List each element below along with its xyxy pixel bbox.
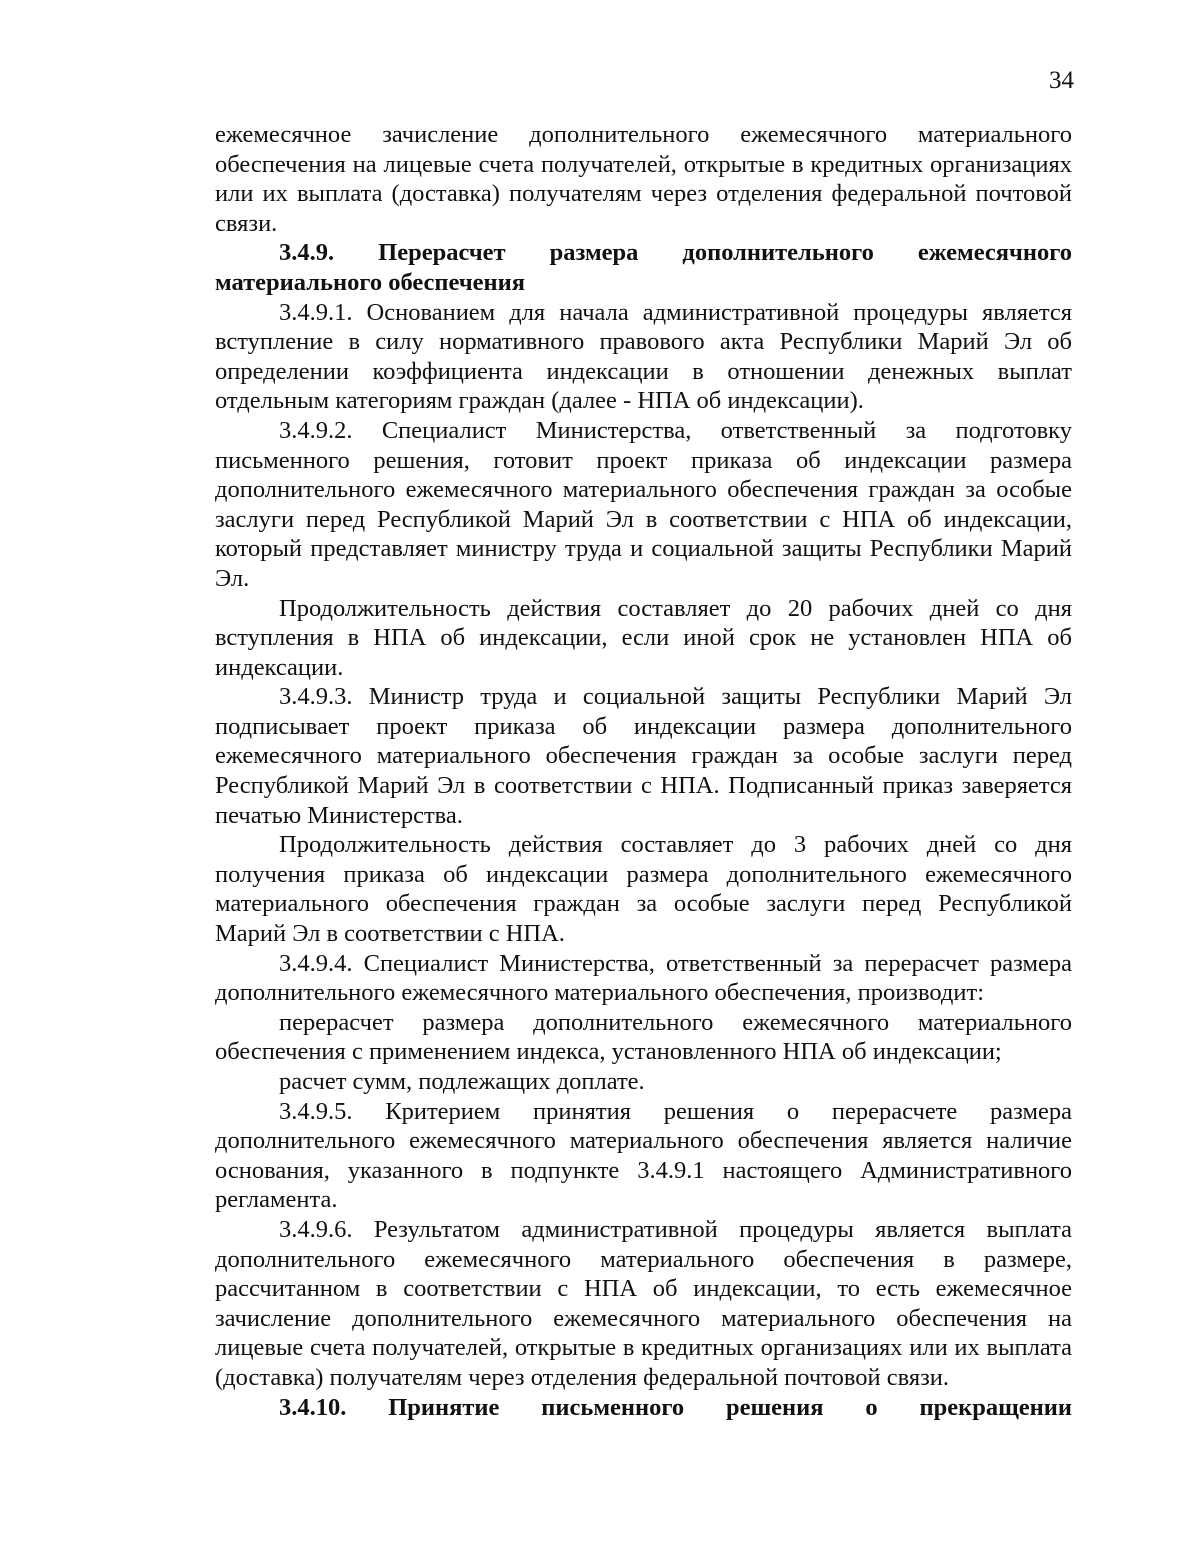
paragraph-3-4-9-3: 3.4.9.3. Министр труда и социальной защиты Республики Марий Эл подписывает проект приказа об индексации размера дополнительного ежемесячного материального обеспечения граждан за особые заслуги перед Республикой Марий Эл в соответствии с НПА. Подписанный приказ заверяется печатью Министерства. <box>215 683 1072 829</box>
paragraph-3-4-9-6: 3.4.9.6. Результатом административной процедуры является выплата дополнительного ежемесячного материального обеспечения в размере, рассчитанном в соответствии с НПА об индексации, то есть ежемесячное зачисление дополнительного ежемесячного материального обеспечения на лицевые счета получателей, открытые в кредитных организациях или их выплата (доставка) получателям через отделения федеральной почтовой связи. <box>215 1215 1072 1391</box>
section-heading-3-4-10: 3.4.10. Принятие письменного решения о прекращении <box>279 1393 1072 1421</box>
page-number: 34 <box>1049 67 1074 94</box>
paragraph-payment-result: ежемесячное зачисление дополнительного ежемесячного материального обеспечения на лицевые счета получателей, открытые в кредитных организациях или их выплата (доставка) получателям через отделения федеральной почтовой связи. <box>215 121 1072 237</box>
paragraph-3-4-9-2: 3.4.9.2. Специалист Министерства, ответственный за подготовку письменного решения, готовит проект приказа об индексации размера дополнительного ежемесячного материального обеспечения граждан за особые заслуги перед Республикой Марий Эл в соответствии с НПА об индексации, который представляет министру труда и социальной защиты Республики Марий Эл. <box>215 416 1072 592</box>
paragraph-3-4-9-3-duration: Продолжительность действия составляет до 3 рабочих дней со дня получения приказа об индексации размера дополнительного ежемесячного материального обеспечения граждан за особые заслуги перед Республикой Марий Эл в соответствии с НПА. <box>215 831 1072 948</box>
document-body <box>215 120 1072 1422</box>
section-heading-3-4-9: 3.4.9. Перерасчет размера дополнительного ежемесячного материального обеспечения <box>215 239 1072 296</box>
paragraph-3-4-9-2-duration: Продолжительность действия составляет до 20 рабочих дней со дня вступления в НПА об индексации, если иной срок не установлен НПА об индексации. <box>215 594 1072 681</box>
paragraph-3-4-9-4: 3.4.9.4. Специалист Министерства, ответственный за перерасчет размера дополнительного ежемесячного материального обеспечения, производит: <box>215 949 1072 1007</box>
paragraph-3-4-9-4-item-sums: расчет сумм, подлежащих доплате. <box>279 1068 645 1095</box>
paragraph-3-4-9-5: 3.4.9.5. Критерием принятия решения о перерасчете размера дополнительного ежемесячного материального обеспечения является наличие основания, указанного в подпункте 3.4.9.1 настоящего Административного регламента. <box>215 1097 1072 1214</box>
paragraph-3-4-9-1: 3.4.9.1. Основанием для начала административной процедуры является вступление в силу нормативного правового акта Республики Марий Эл об определении коэффициента индексации в отношении денежных выплат отдельным категориям граждан (далее - НПА об индексации). <box>215 298 1072 415</box>
paragraph-3-4-9-4-item-recalc: перерасчет размера дополнительного ежемесячного материального обеспечения с применением индекса, установленного НПА об индексации; <box>215 1008 1072 1066</box>
